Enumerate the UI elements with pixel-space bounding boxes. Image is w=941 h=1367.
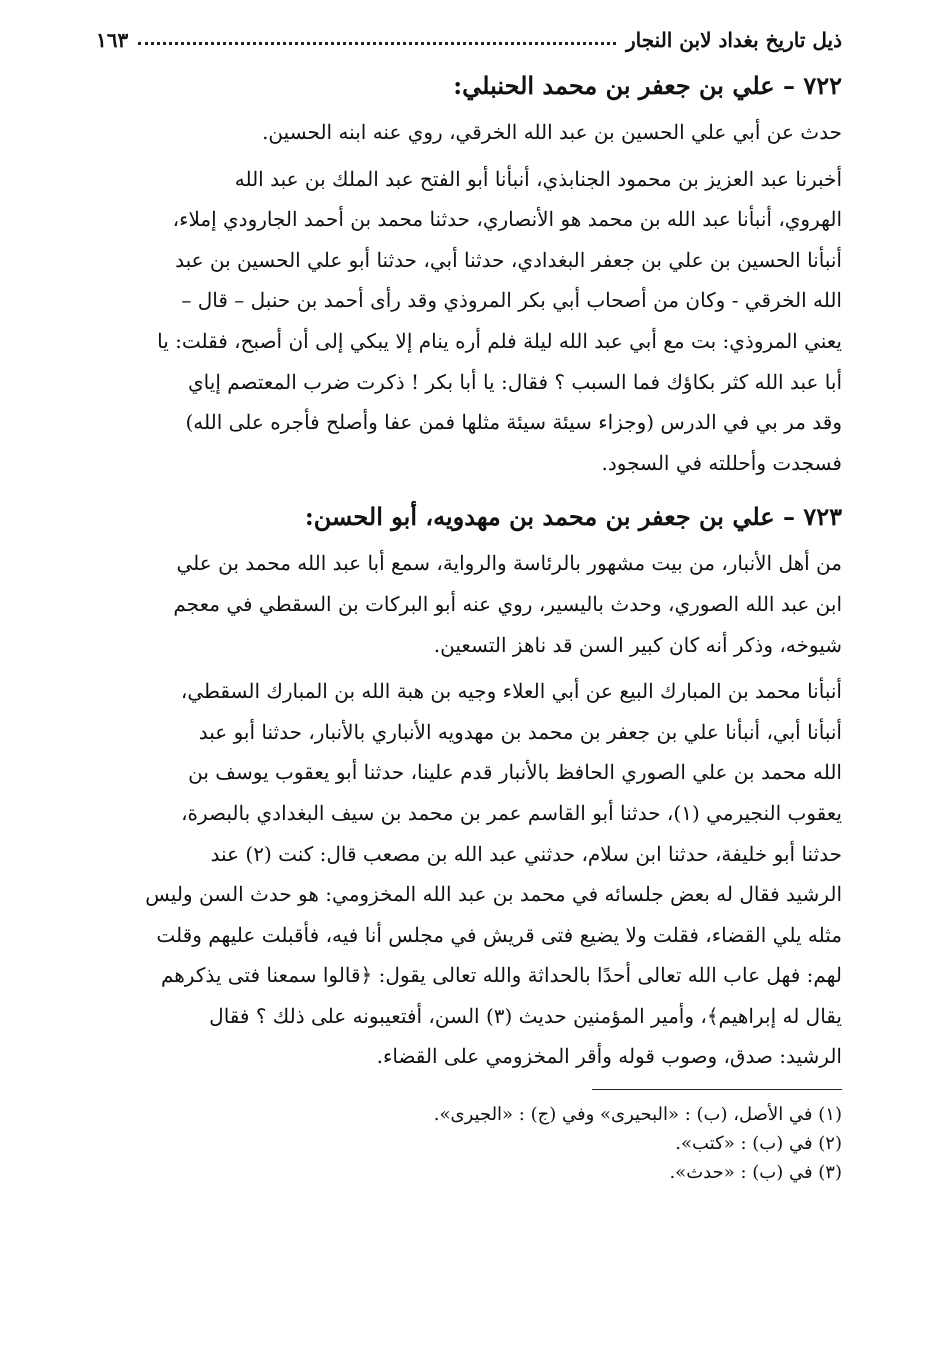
- text-line: أبا عبد الله كثر بكاؤك فما السبب ؟ فقال: يا أبا بكر ! ذكرت ضرب المعتصم إياي: [188, 369, 842, 394]
- page-number: ١٦٣: [96, 28, 129, 52]
- footnotes: [96, 1100, 842, 1187]
- entry-722-paragraph-1: [96, 112, 842, 153]
- text-line: ابن عبد الله الصوري، وحدث باليسير، روي عنه أبو البركات بن السقطي في معجم: [173, 591, 842, 616]
- text-line: الرشيد فقال له بعض جلسائه في محمد بن عبد الله المخزومي: هو حدث السن وليس: [145, 882, 842, 907]
- entry-722-title: ٧٢٢ – علي بن جعفر بن محمد الحنبلي:: [453, 71, 842, 100]
- text-line: يعني المروذي: بت مع أبي عبد الله ليلة فلم أره ينام إلا يبكي إلى أن أصبح، فقلت: يا: [157, 328, 842, 353]
- entry-723-paragraph-2: [96, 671, 842, 1077]
- entry-723-title: ٧٢٣ – علي بن جعفر بن محمد بن مهدويه، أبو الحسن:: [304, 502, 842, 532]
- text-line: مثله يلي القضاء، فقلت ولا يضيع فتى قريش في مجلس أنا فيه، فأقبلت عليهم وقلت: [156, 922, 842, 947]
- text-line: حدث عن أبي علي الحسين بن عبد الله الخرقي، روي عنه ابنه الحسين.: [262, 120, 842, 144]
- footnote-1: (١) في الأصل، (ب) : «البحيرى» وفي (ج) : «الجيرى».: [433, 1104, 842, 1126]
- footnote-separator: [592, 1089, 842, 1090]
- book-title: ذيل تاريخ بغداد لابن النجار: [626, 28, 842, 52]
- text-line: يقال له إبراهيم﴾، وأمير المؤمنين حديث (٣) السن، أفتعيبونه على ذلك ؟ فقال: [209, 1003, 842, 1028]
- footnote-3: (٣) في (ب) : «حدث».: [669, 1162, 842, 1184]
- text-line: الهروي، أنبأنا عبد الله بن محمد هو الأنصاري، حدثنا محمد بن أحمد الجارودي إملاء،: [172, 207, 842, 232]
- running-header: [96, 18, 842, 52]
- text-line: شيوخه، وذكر أنه كان كبير السن قد ناهز التسعين.: [433, 632, 842, 657]
- text-line: أخبرنا عبد العزيز بن محمود الجنابذي، أنبأنا أبو الفتح عبد الملك بن عبد الله: [234, 166, 842, 191]
- text-line: أنبأنا الحسين بن علي بن جعفر البغدادي، حدثنا أبي، حدثنا أبو علي الحسين بن عبد: [175, 247, 842, 272]
- text-line: أنبأنا أبي، أنبأنا علي بن جعفر بن محمد بن مهدويه الأنباري بالأنبار، حدثنا أبو عبد: [198, 719, 842, 744]
- footnote-2: (٢) في (ب) : «كتب».: [675, 1133, 842, 1155]
- entry-722-paragraph-2: [96, 159, 842, 484]
- text-line: يعقوب النجيرمي (١)، حدثنا أبو القاسم عمر بن محمد بن سيف البغدادي بالبصرة،: [181, 800, 842, 825]
- header-dot-leader: [138, 42, 616, 45]
- text-line: الله الخرقي - وكان من أصحاب أبي بكر المروذي وقد رأى أحمد بن حنبل – قال –: [181, 288, 842, 313]
- text-line: حدثنا أبو خليفة، حدثنا ابن سلام، حدثني عبد الله بن مصعب قال: كنت (٢) عند: [210, 841, 842, 866]
- text-line: فسجدت وأحللته في السجود.: [601, 450, 842, 475]
- text-line: من أهل الأنبار، من بيت مشهور بالرئاسة والرواية، سمع أبا عبد الله محمد بن علي: [176, 551, 842, 576]
- text-line: أنبأنا محمد بن المبارك البيع عن أبي العلاء وجيه بن هبة الله بن المبارك السقطي،: [180, 679, 842, 704]
- text-line: وقد مر بي في الدرس (وجزاء سيئة سيئة مثلها فمن عفا وأصلح فأجره على الله): [185, 410, 842, 435]
- entry-723-paragraph-1: [96, 543, 842, 665]
- text-line: لهم: فهل عاب الله تعالى أحدًا بالحداثة والله تعالى يقول: ﴿قالوا سمعنا فتى يذكرهم: [160, 963, 842, 988]
- document-page: [96, 18, 842, 1187]
- text-line: الله محمد بن علي الصوري الحافظ بالأنبار قدم علينا، حدثنا أبو يعقوب يوسف بن: [188, 760, 842, 785]
- text-line: الرشيد: صدق، وصوب قوله وأقر المخزومي على القضاء.: [376, 1044, 842, 1069]
